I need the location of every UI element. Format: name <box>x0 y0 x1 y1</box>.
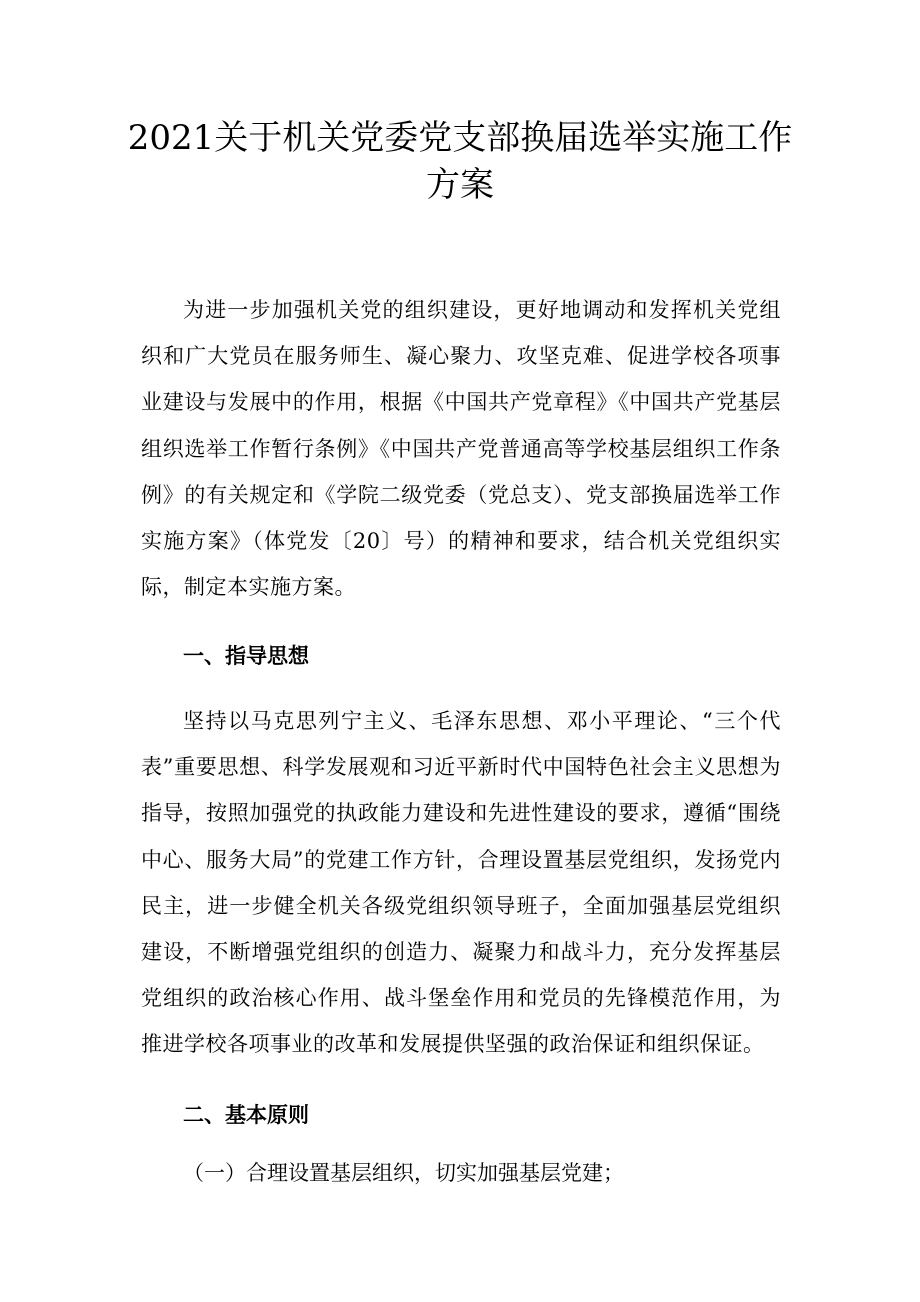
principle-item-1: （一）合理设置基层组织，切实加强基层党建； <box>183 1161 624 1185</box>
section-heading-guiding-ideology: 一、指导思想 <box>183 644 309 668</box>
section-heading-basic-principles: 二、基本原则 <box>183 1103 309 1127</box>
document-title: 2021关于机关党委党支部换届选举实施工作方案 <box>127 118 793 205</box>
intro-paragraph: 为进一步加强机关党的组织建设，更好地调动和发挥机关党组织和广大党员在服务师生、凝心聚力、攻坚克难、促进学校各项事业建设与发展中的作用，根据《中国共产党章程》《中国共产党基层组织选举工作暂行条例》《中国共产党普通高等学校基层组织工作条例》的有关规定和《学院二级党委（党总支）、党支部换届选举工作实施方案》（体党发〔20〕号）的精神和要求，结合机关党组织实际，制定本实施方案。 <box>141 298 781 600</box>
guiding-ideology-paragraph: 坚持以马克思列宁主义、毛泽东思想、邓小平理论、“三个代表”重要思想、科学发展观和习近平新时代中国特色社会主义思想为指导，按照加强党的执政能力建设和先进性建设的要求，遵循“围绕中心、服务大局”的党建工作方针，合理设置基层党组织，发扬党内民主，进一步健全机关各级党组织领导班子，全面加强基层党组织建设，不断增强党组织的创造力、凝聚力和战斗力，充分发挥基层党组织的政治核心作用、战斗堡垒作用和党员的先锋模范作用，为推进学校各项事业的改革和发展提供坚强的政治保证和组织保证。 <box>141 709 781 1057</box>
